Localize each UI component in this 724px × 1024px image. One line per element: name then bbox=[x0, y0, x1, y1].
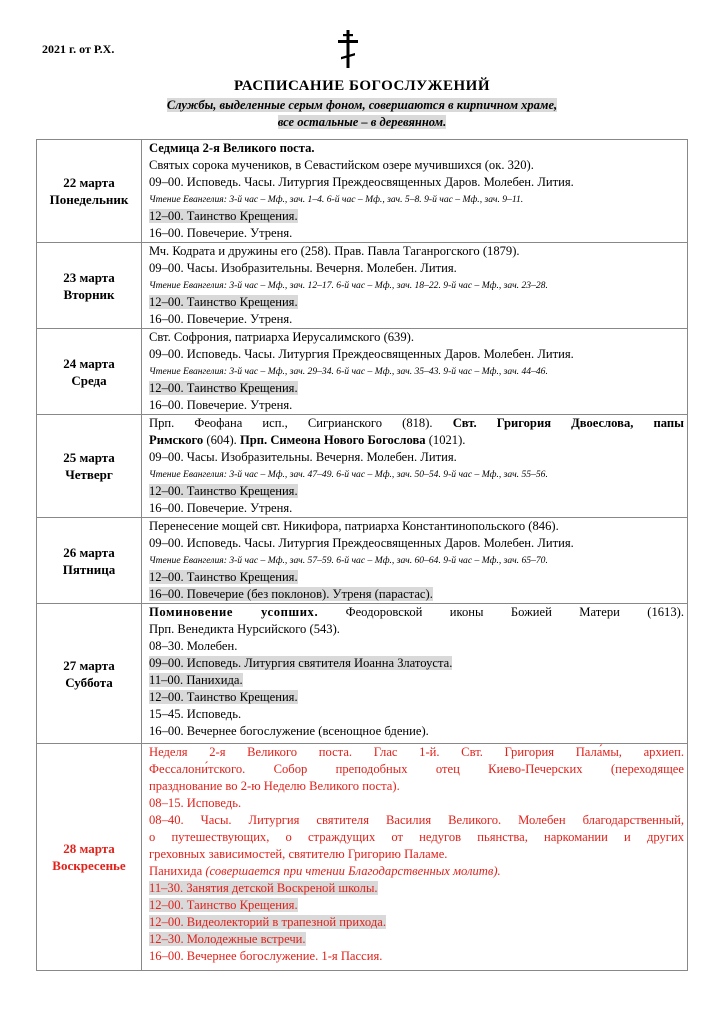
table-row bbox=[37, 329, 688, 415]
service-line: празднование во 2-ю Неделю Великого поста). bbox=[149, 779, 400, 793]
day-weekday: Среда bbox=[71, 372, 107, 388]
service-line: Римского (604). Прп. Симеона Нового Богослова (1021). bbox=[149, 433, 466, 447]
service-line: 09–00. Исповедь. Часы. Литургия Преждеосвященных Даров. Молебен. Лития. bbox=[149, 536, 574, 550]
services-cell bbox=[142, 140, 688, 243]
table-row bbox=[37, 415, 688, 518]
subtitle-line-2: все остальные – в деревянном. bbox=[277, 115, 447, 129]
table-row bbox=[37, 744, 688, 971]
service-line: 12–00. Таинство Крещения. bbox=[149, 209, 298, 223]
service-line: Перенесение мощей свт. Никифора, патриарха Константинопольского (846). bbox=[149, 519, 559, 533]
gospel-reading: Чтение Евангелия: 3-й час – Мф., зач. 1–4. 6-й час – Мф., зач. 5–8. 9-й час – Мф., зач. 9–11. bbox=[149, 194, 524, 205]
service-line: Прп. Венедикта Нурсийского (543). bbox=[149, 622, 340, 636]
services-cell bbox=[142, 744, 688, 971]
services-cell bbox=[142, 329, 688, 415]
day-cell bbox=[37, 243, 142, 329]
page-title: РАСПИСАНИЕ БОГОСЛУЖЕНИЙ bbox=[234, 78, 490, 94]
service-line: 16–00. Повечерие. Утреня. bbox=[149, 226, 293, 240]
services-cell bbox=[142, 518, 688, 604]
day-cell bbox=[37, 329, 142, 415]
service-line: Седмица 2-я Великого поста. bbox=[149, 141, 315, 155]
service-line: 09–00. Исповедь. Часы. Литургия Преждеосвященных Даров. Молебен. Лития. bbox=[149, 175, 574, 189]
service-line: 12–30. Молодежные встречи. bbox=[149, 932, 306, 946]
subtitle-line-1: Службы, выделенные серым фоном, совершаются в кирпичном храме, bbox=[166, 98, 558, 112]
service-line: Прп. Феофана исп., Сигрианского (818). Свт. Григория Двоеслова, папы bbox=[149, 416, 684, 430]
service-line: Неделя 2-я Великого поста. Глас 1-й. Свт. Григория Пала́мы, архиеп. bbox=[149, 745, 684, 759]
service-line: Поминовение усопших. Феодоровской иконы Божией Матери (1613). bbox=[149, 605, 684, 619]
table-row bbox=[37, 604, 688, 744]
service-line: 16–00. Вечернее богослужение. 1-я Пассия. bbox=[149, 949, 383, 963]
service-line: 16–00. Повечерие (без поклонов). Утреня (парастас). bbox=[149, 587, 433, 601]
services-cell bbox=[142, 604, 688, 744]
day-cell bbox=[37, 744, 142, 971]
gospel-reading: Чтение Евангелия: 3-й час – Мф., зач. 57–59. 6-й час – Мф., зач. 60–64. 9-й час – Мф., зач. 65–70. bbox=[149, 555, 548, 566]
service-line: 09–00. Исповедь. Часы. Литургия Преждеосвященных Даров. Молебен. Лития. bbox=[149, 347, 574, 361]
service-line: о путешествующих, о страждущих от недугов пьянства, наркомании и других bbox=[149, 830, 684, 844]
service-line: 11–00. Панихида. bbox=[149, 673, 243, 687]
day-weekday: Вторник bbox=[63, 286, 115, 302]
service-line: 08–40. Часы. Литургия святителя Василия Великого. Молебен благодарственный, bbox=[149, 813, 684, 827]
day-date: 25 марта bbox=[63, 450, 115, 465]
service-line: 08–15. Исповедь. bbox=[149, 796, 242, 810]
day-date: 24 марта bbox=[63, 355, 115, 371]
day-weekday: Четверг bbox=[65, 467, 113, 482]
page-subtitle bbox=[0, 97, 724, 131]
service-line: 12–00. Таинство Крещения. bbox=[149, 295, 298, 309]
service-line: 11–30. Занятия детской Воскреной школы. bbox=[149, 881, 378, 895]
day-cell bbox=[37, 518, 142, 604]
gospel-reading: Чтение Евангелия: 3-й час – Мф., зач. 12–17. 6-й час – Мф., зач. 18–22. 9-й час – Мф., зач. 23–28. bbox=[149, 280, 548, 291]
day-date: 27 марта bbox=[63, 657, 115, 673]
service-line: 16–00. Повечерие. Утреня. bbox=[149, 398, 293, 412]
services-cell bbox=[142, 415, 688, 518]
table-row bbox=[37, 518, 688, 604]
table-row bbox=[37, 243, 688, 329]
gospel-reading: Чтение Евангелия: 3-й час – Мф., зач. 47–49. 6-й час – Мф., зач. 50–54. 9-й час – Мф., зач. 55–56. bbox=[149, 469, 548, 480]
service-line: 09–00. Исповедь. Литургия святителя Иоанна Златоуста. bbox=[149, 656, 453, 670]
day-cell bbox=[37, 415, 142, 518]
day-weekday: Понедельник bbox=[49, 192, 129, 207]
service-line: Панихида (совершается при чтении Благодарственных молитв). bbox=[149, 864, 501, 878]
orthodox-cross-icon bbox=[336, 30, 360, 68]
service-line: 12–00. Видеолекторий в трапезной прихода. bbox=[149, 915, 386, 929]
day-cell bbox=[37, 604, 142, 744]
service-line: Мч. Кодрата и дружины его (258). Прав. Павла Таганрогского (1879). bbox=[149, 244, 520, 258]
service-line: 16–00. Повечерие. Утреня. bbox=[149, 501, 293, 515]
day-date: 26 марта bbox=[63, 544, 115, 560]
service-line: греховных зависимостей, святителю Григорию Паламе. bbox=[149, 847, 448, 861]
day-date: 22 марта bbox=[63, 175, 115, 190]
service-line: 12–00. Таинство Крещения. bbox=[149, 690, 298, 704]
service-line: 09–00. Часы. Изобразительны. Вечерня. Молебен. Лития. bbox=[149, 450, 457, 464]
service-line: 12–00. Таинство Крещения. bbox=[149, 381, 298, 395]
day-weekday: Пятница bbox=[62, 561, 116, 577]
service-line: 12–00. Таинство Крещения. bbox=[149, 570, 298, 584]
service-line: 12–00. Таинство Крещения. bbox=[149, 898, 298, 912]
year-label: 2021 г. от Р.Х. bbox=[42, 42, 115, 56]
service-line: Свт. Софрония, патриарха Иерусалимского (639). bbox=[149, 330, 414, 344]
service-line: 08–30. Молебен. bbox=[149, 639, 238, 653]
service-line: 15–45. Исповедь. bbox=[149, 707, 242, 721]
day-date: 28 марта bbox=[63, 841, 115, 856]
service-line: 16–00. Повечерие. Утреня. bbox=[149, 312, 293, 326]
services-cell bbox=[142, 243, 688, 329]
service-line: 12–00. Таинство Крещения. bbox=[149, 484, 298, 498]
service-line: 16–00. Вечернее богослужение (всенощное бдение). bbox=[149, 724, 429, 738]
gospel-reading: Чтение Евангелия: 3-й час – Мф., зач. 29–34. 6-й час – Мф., зач. 35–43. 9-й час – Мф., зач. 44–46. bbox=[149, 366, 548, 377]
service-line: Святых сорока мучеников, в Севастийском озере мучившихся (ок. 320). bbox=[149, 158, 534, 172]
service-line: Фессалони́тского. Собор преподобных отец Киево-Печерских (переходящее bbox=[149, 762, 684, 776]
day-cell bbox=[37, 140, 142, 243]
schedule-table bbox=[36, 139, 688, 971]
day-date: 23 марта bbox=[63, 269, 115, 285]
table-row bbox=[37, 140, 688, 243]
service-line: 09–00. Часы. Изобразительны. Вечерня. Молебен. Лития. bbox=[149, 261, 457, 275]
day-weekday: Воскресенье bbox=[52, 858, 126, 873]
day-weekday: Суббота bbox=[65, 674, 113, 690]
